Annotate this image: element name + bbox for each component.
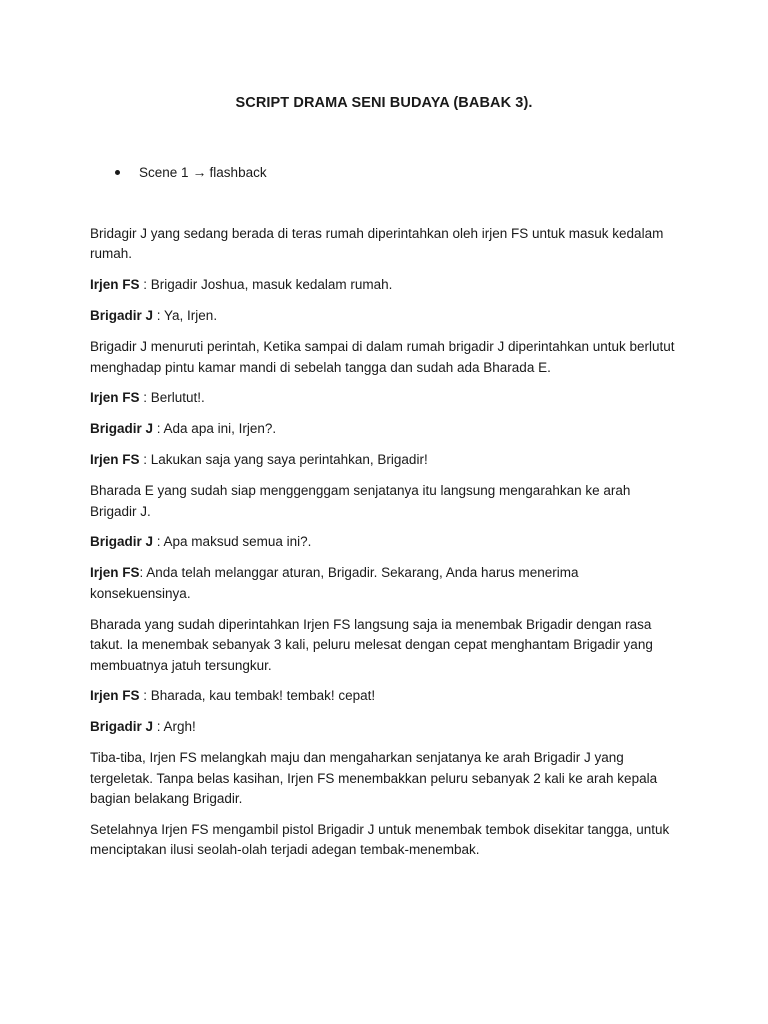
paragraph-text: Brigadir J menuruti perintah, Ketika sampai di dalam rumah brigadir J diperintahkan untuk berlutut menghadap pintu kamar mandi di sebelah tangga dan sudah ada Bharada E. [90, 339, 675, 375]
dialogue-text: : Ya, Irjen. [153, 308, 218, 324]
speaker-name: Brigadir J [90, 719, 154, 735]
dialogue-text: : Anda telah melanggar aturan, Brigadir. Sekarang, Anda harus menerima konsekuensinya. [90, 565, 579, 601]
dialogue-text: : Argh! [153, 719, 196, 735]
dialogue-line [90, 306, 680, 326]
dialogue-line [90, 450, 680, 470]
speaker-name: Brigadir J [90, 421, 154, 437]
speaker-name: Irjen FS [90, 277, 140, 293]
dialogue-text: : Bharada, kau tembak! tembak! cepat! [139, 688, 376, 704]
speaker-name: Irjen FS [90, 565, 140, 581]
paragraph [90, 748, 680, 809]
paragraph [90, 337, 680, 378]
dialogue-text: : Berlutut!. [139, 390, 205, 406]
scene-list [112, 162, 267, 182]
paragraph [90, 615, 680, 676]
dialogue-line [90, 388, 680, 408]
bullet-icon [115, 170, 120, 175]
dialogue-line [90, 686, 680, 706]
speaker-name: Irjen FS [90, 452, 140, 468]
paragraph-text: Bharada E yang sudah siap menggenggam senjatanya itu langsung mengarahkan ke arah Brigadir J. [90, 483, 631, 519]
scene-note: flashback [209, 164, 267, 180]
speaker-name: Irjen FS [90, 390, 140, 406]
dialogue-line [90, 275, 680, 295]
arrow-right-icon: → [192, 164, 207, 180]
scene-item [112, 162, 267, 182]
dialogue-text: : Ada apa ini, Irjen?. [153, 421, 277, 437]
speaker-name: Irjen FS [90, 688, 140, 704]
speaker-name: Brigadir J [90, 308, 154, 324]
paragraph [90, 481, 680, 522]
dialogue-line [90, 563, 680, 604]
document-title: SCRIPT DRAMA SENI BUDAYA (BABAK 3). [235, 95, 533, 111]
script-body [90, 224, 680, 871]
dialogue-text: : Lakukan saja yang saya perintahkan, Brigadir! [139, 452, 428, 468]
paragraph-text: Bridagir J yang sedang berada di teras rumah diperintahkan oleh irjen FS untuk masuk kedalam rumah. [90, 226, 664, 262]
scene-label: Scene 1 [139, 164, 189, 180]
dialogue-line [90, 532, 680, 552]
dialogue-text: : Brigadir Joshua, masuk kedalam rumah. [139, 277, 393, 293]
speaker-name: Brigadir J [90, 534, 154, 550]
dialogue-line [90, 717, 680, 737]
paragraph-text: Setelahnya Irjen FS mengambil pistol Brigadir J untuk menembak tembok disekitar tangga, untuk menciptakan ilusi seolah-olah terjadi adegan tembak-menembak. [90, 821, 670, 858]
dialogue-line [90, 419, 680, 439]
paragraph [90, 820, 680, 861]
dialogue-text: : Apa maksud semua ini?. [153, 534, 312, 550]
paragraph-text: Tiba-tiba, Irjen FS melangkah maju dan mengaharkan senjatanya ke arah Brigadir J yang tergeletak. Tanpa belas kasihan, Irjen FS menembakkan peluru sebanyak 2 kali ke arah kepala bagian belakang Brigadir. [90, 750, 658, 807]
paragraph [90, 224, 680, 265]
paragraph-text: Bharada yang sudah diperintahkan Irjen FS langsung saja ia menembak Brigadir dengan rasa takut. Ia menembak sebanyak 3 kali, peluru melesat dengan cepat menghantam Brigadir yang membuatnya jatuh tersungkur. [90, 616, 653, 673]
